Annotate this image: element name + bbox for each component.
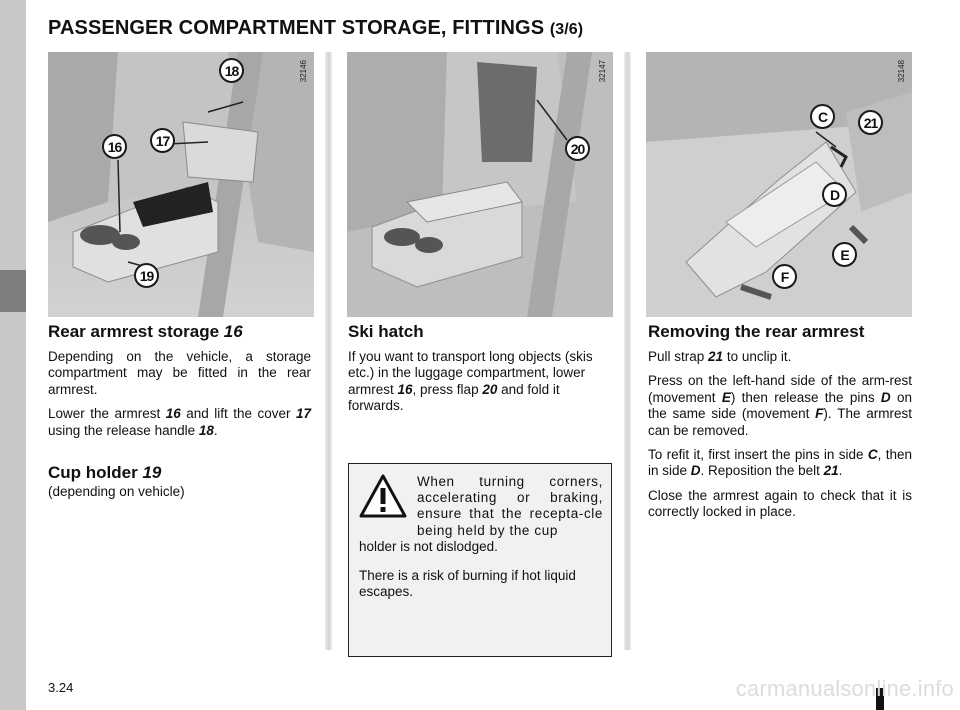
paragraph: To refit it, first insert the pins in side C, then in side D. Reposition the belt 21. bbox=[648, 447, 912, 479]
photo-armrest-removal bbox=[646, 52, 912, 317]
ski-hatch-text bbox=[348, 349, 613, 415]
photo-ref-code: 32147 bbox=[598, 60, 607, 83]
heading-cup-holder bbox=[48, 463, 161, 483]
heading-ref-number: 19 bbox=[142, 463, 162, 482]
heading-ref-number: 16 bbox=[223, 322, 243, 341]
photo-armrest-storage bbox=[48, 52, 314, 317]
paragraph: Lower the armrest 16 and lift the cover 17 using the release handle 18. bbox=[48, 406, 311, 438]
callout-badge: 21 bbox=[858, 110, 883, 135]
paragraph: Depending on the vehicle, a storage compartment may be fitted in the rear armrest. bbox=[48, 349, 311, 397]
warning-triangle-icon bbox=[359, 474, 407, 518]
page-title bbox=[48, 17, 583, 40]
section-side-bar bbox=[0, 0, 26, 710]
watermark: carmanualsonline.info bbox=[735, 676, 954, 701]
heading-ski-hatch: Ski hatch bbox=[348, 322, 424, 341]
paragraph: Pull strap 21 to unclip it. bbox=[648, 349, 792, 364]
page-title-suffix: (3/6) bbox=[549, 21, 584, 38]
paragraph: Press on the left-hand side of the arm-rest (movement E) then release the pins D on the same side (movement F). The armrest can be removed. bbox=[648, 373, 912, 438]
page-title-main: PASSENGER COMPARTMENT STORAGE, FITTINGS bbox=[48, 17, 545, 39]
page-number: 3.24 bbox=[48, 680, 74, 695]
paragraph: Close the armrest again to check that it is correctly locked in place. bbox=[648, 487, 912, 520]
callout-badge: 16 bbox=[102, 134, 127, 159]
armrest-storage-text bbox=[48, 349, 311, 439]
warning-box bbox=[348, 463, 612, 657]
callout-badge: 18 bbox=[219, 58, 244, 83]
photo-ref-code: 32148 bbox=[897, 60, 906, 83]
heading-rear-armrest-storage bbox=[48, 322, 243, 342]
callout-badge: 19 bbox=[134, 263, 159, 288]
heading-removing-rear-armrest: Removing the rear armrest bbox=[648, 322, 865, 341]
paragraph: If you want to transport long objects (skis etc.) in the luggage compartment, lower armrest 16, press flap 20 and fold it forwards. bbox=[348, 349, 593, 414]
photo-ref-code: 32146 bbox=[299, 60, 308, 83]
callout-badge: F bbox=[772, 264, 797, 289]
section-tab-marker bbox=[0, 270, 26, 312]
heading-text: Cup holder bbox=[48, 463, 138, 482]
armrest-removal-text bbox=[648, 349, 912, 521]
photo-ski-hatch bbox=[347, 52, 613, 317]
cup-holder-note: (depending on vehicle) bbox=[48, 484, 185, 499]
callout-badge: 17 bbox=[150, 128, 175, 153]
column-separator bbox=[325, 52, 332, 650]
callout-badge: D bbox=[822, 182, 847, 207]
warning-text: There is a risk of burning if hot liquid escapes. bbox=[359, 568, 576, 600]
callout-badge: C bbox=[810, 104, 835, 129]
column-separator bbox=[624, 52, 631, 650]
warning-text: holder is not dislodged. bbox=[359, 539, 498, 554]
warning-text: When turning corners, accelerating or braking, ensure that the recepta-cle being held by the cup bbox=[417, 474, 603, 538]
callout-badge: 20 bbox=[565, 136, 590, 161]
heading-text: Rear armrest storage bbox=[48, 322, 220, 341]
callout-badge: E bbox=[832, 242, 857, 267]
